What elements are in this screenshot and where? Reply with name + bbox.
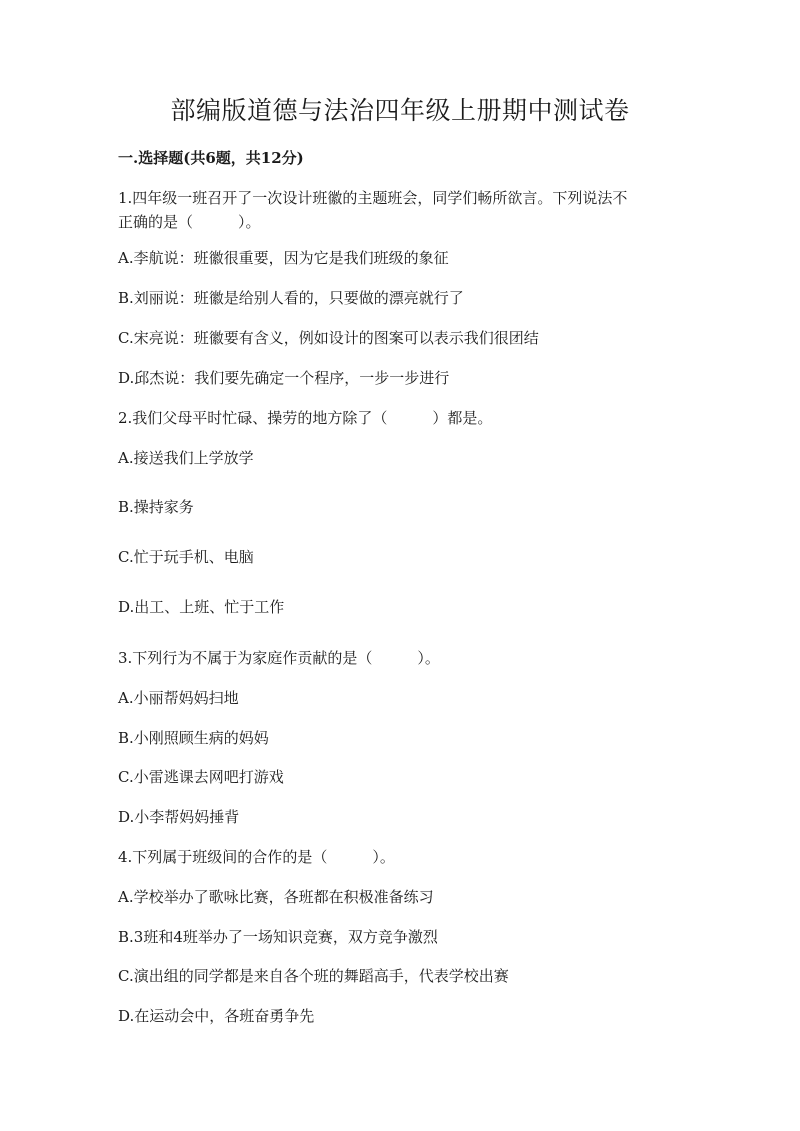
question-1-option-c: C.宋亮说：班徽要有含义，例如设计的图案可以表示我们很团结 [118,329,539,347]
question-4-option-b: B.3班和4班举办了一场知识竞赛，双方竞争激烈 [118,928,438,946]
question-4-option-a: A.学校举办了歌咏比赛，各班都在积极准备练习 [118,888,434,906]
question-3-stem: 3.下列行为不属于为家庭作贡献的是（ ）。 [118,649,440,667]
question-2-option-c: C.忙于玩手机、电脑 [118,548,254,566]
question-1-stem-line-2: 正确的是（ ）。 [118,213,261,231]
question-2-option-a: A.接送我们上学放学 [118,449,254,467]
question-4-option-d: D.在运动会中，各班奋勇争先 [118,1007,315,1025]
page-title: 部编版道德与法治四年级上册期中测试卷 [170,96,630,125]
question-4-stem: 4.下列属于班级间的合作的是（ ）。 [118,848,395,866]
question-1-option-a: A.李航说：班徽很重要，因为它是我们班级的象征 [118,249,449,267]
question-3-option-c: C.小雷逃课去网吧打游戏 [118,768,284,786]
question-3-option-d: D.小李帮妈妈捶背 [118,808,240,826]
question-3-option-b: B.小刚照顾生病的妈妈 [118,729,269,747]
question-2-stem: 2.我们父母平时忙碌、操劳的地方除了（ ）都是。 [118,409,493,427]
question-4-option-c: C.演出组的同学都是来自各个班的舞蹈高手，代表学校出赛 [118,967,509,985]
section-header: 一.选择题(共6题，共12分) [118,149,304,167]
question-1-option-d: D.邱杰说：我们要先确定一个程序，一步一步进行 [118,369,450,387]
question-2-option-b: B.操持家务 [118,498,194,516]
question-3-option-a: A.小丽帮妈妈扫地 [118,689,239,707]
question-1-stem-line-1: 1.四年级一班召开了一次设计班徽的主题班会，同学们畅所欲言。下列说法不 [118,189,628,207]
question-2-option-d: D.出工、上班、忙于工作 [118,598,285,616]
question-1-option-b: B.刘丽说：班徽是给别人看的，只要做的漂亮就行了 [118,289,464,307]
